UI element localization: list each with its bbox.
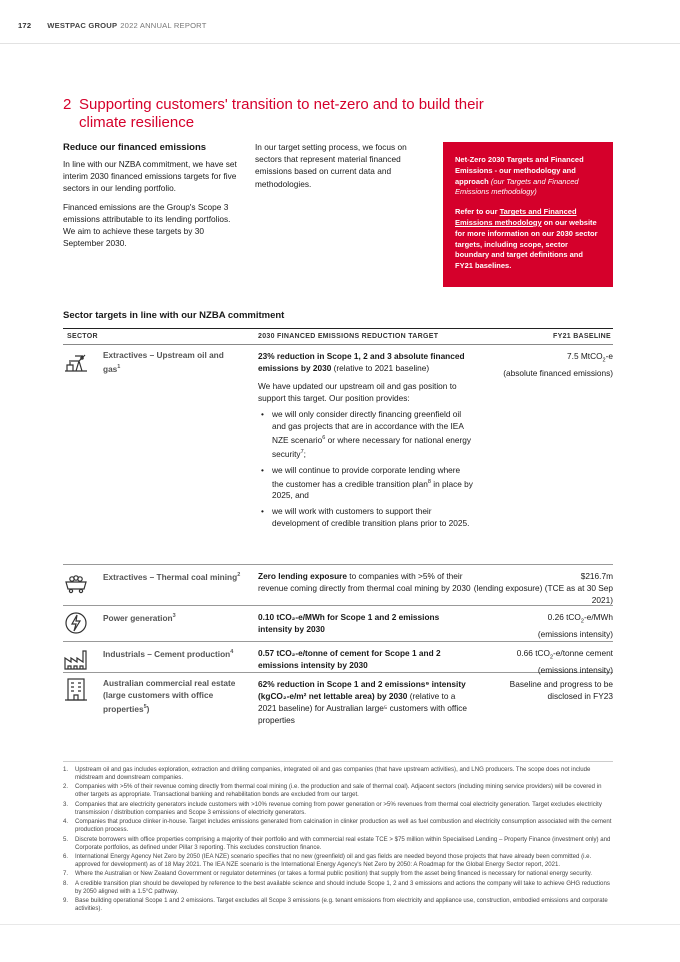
baseline-cell: 0.66 tCO$_2$-e/tonne cement (emissions intensity) [516,648,613,675]
table-header [63,328,613,345]
callout-body: Refer to our Targets and Financed Emissions methodology on our website for more information on our 2030 sector targets, including scope, sector boundary and target definitions and FY21 baselines. [455,207,598,271]
sector-name: Australian commercial real estate (large customers with office properties$^5$) [103,678,236,714]
header-target: 2030 FINANCED EMISSIONS REDUCTION TARGET [258,333,439,340]
footnote: 9. Base building operational Scope 1 and 2 emissions. Target excludes all Scope 3 emissions (e.g. tenant emissions from electricity and appliance use, construction, embodied emissions and corporate activities). [63,897,608,913]
section-title-line1: Supporting customers' transition to net-zero and to build their [79,96,484,113]
intro-heading: Reduce our financed emissions [63,142,207,153]
target-cell: 23% reduction in Scope 1, 2 and 3 absolute financed emissions by 2030 (relative to 2021 baseline) We have updated our upstream oil and gas position to support this target. Our position provides: • we will only consider directly financing greenfield oil and gas projects that are in accordance with the IEA NZE scenario$^6$ or where necessary for national energy security$^7$; • we will continue to provide corporate lending where the customer has a credible transition plan$^8$ in place by 2025, and • we will work with customers to support their development of credible transition plans prior to 2025. [258,350,473,533]
methodology-link[interactable]: Targets and Financed Emissions methodology [455,207,577,227]
position-list [258,408,473,529]
table-row [63,673,613,736]
table-row [63,345,613,565]
footnote-divider [63,761,613,762]
table-row [63,565,613,606]
table-row [63,642,613,673]
footnote: 5. Discrete borrowers with office properties comprising a majority of their portfolio and with commercial real estate TCE > $75 million within Specialised Lending – Property Finance (investment only) and Corporate portfolios, as defined under Pillar 3 reporting. This excludes construction finance. [63,835,611,851]
footnote: 1. Upstream oil and gas includes exploration, extraction and drilling companies, integrated oil and gas companies (that have upstream activities), and LNG producers. The scope does not include midstream and downstream companies. [63,766,591,781]
office-building-icon [63,677,89,703]
list-item: • we will only consider directly financing greenfield oil and gas projects that are in accordance with the IEA NZE scenario$^6$ or where necessary for national energy security$^7$; [258,408,473,460]
table-row [63,606,613,642]
table-title: Sector targets in line with our NZBA commitment [63,310,285,321]
section-title [63,96,583,132]
factory-icon [63,646,89,672]
callout-title: Net-Zero 2030 Targets and Financed Emissions - our methodology and approach (our Targets and Financed Emissions methodology) [455,155,584,197]
intro-column-2 [255,141,430,196]
footnote: 8. A credible transition plan should be developed by reference to the best available science and should include Scope 1, 2 and 3 emissions and actions the company will take to achieve GHG reductions by 2050 aligned with a 1.5°C pathway. [63,879,610,895]
intro-paragraph-1: In line with our NZBA commitment, we have set interim 2030 financed emissions targets for five sectors in our lending portfolio. [63,159,237,194]
header-divider [0,43,680,44]
report-name: 2022 ANNUAL REPORT [120,21,207,30]
coal-cart-icon [63,569,89,595]
section-number: 2 [63,96,72,113]
footnotes [63,766,613,915]
section-title-line2: climate resilience [79,114,195,131]
sector-name: Power generation$^3$ [103,612,176,623]
footnote: 7. Where the Australian or New Zealand Government or regulator determines (or takes a formal public position) that supply from the asset being financed is necessary for national energy security. [63,870,593,878]
footnote: 4. Companies that produce clinker in-house. Target includes emissions generated from calcination in clinker production as well as fuel combustion and electricity consumption associated with the cement production process. [63,818,612,834]
footer-divider [0,924,680,925]
intro-paragraph-3: In our target setting process, we focus on sectors that represent material financed emissions based on current data and methodologies. [255,142,407,189]
baseline-cell: 7.5 MtCO$_2$-e (absolute financed emissions) [503,351,613,378]
target-cell: 62% reduction in Scope 1 and 2 emissions⁹ intensity (kgCO₂-e/m² net lettable area) by 2030 (relative to a 2021 baseline) for Australian large⁵ customers with office properties [258,679,467,725]
sector-name: Extractives – Upstream oil and gas$^1$ [103,350,224,374]
methodology-callout [443,142,613,287]
target-cell: 0.57 tCO₂-e/tonne of cement for Scope 1 and 2 emissions intensity by 2030 [258,648,441,670]
callout-title-italic: (our Targets and Financed Emissions methodology) [455,176,579,197]
power-plug-icon [63,610,89,636]
sector-name: Extractives – Thermal coal mining$^2$ [103,571,241,582]
intro-column-1 [63,142,243,255]
baseline-cell: Baseline and progress to be disclosed in FY23 [509,679,613,701]
footnote: 3. Companies that are electricity generators include customers with >10% revenue coming from power generation or >5% revenues from thermal coal electricity generation. Target excludes electricity transmission / distribution companies and Scope 3 emissions of electricity generators. [63,800,602,816]
target-headline: 23% reduction in Scope 1, 2 and 3 absolute financed emissions by 2030 [258,351,465,373]
list-item: • we will work with customers to support their development of credible transition plans prior to 2025. [258,505,473,529]
target-cell: 0.10 tCO₂-e/MWh for Scope 1 and 2 emissions intensity by 2030 [258,612,440,634]
sector-name: Industrials – Cement production$^4$ [103,648,234,659]
footnote: 2. Companies with >5% of their revenue coming directly from thermal coal mining (i.e. the production and sale of thermal coal). Adjacent sectors (including mining service providers) will be covered in other targets as appropriate. Transactional banking and rehabilitation bonds are excluded from our target. [63,783,602,799]
oil-pump-icon [63,349,89,375]
intro-paragraph-2: Financed emissions are the Group's Scope 3 emissions attributable to its lending portfolios. We aim to achieve these targets by 30 September 2030. [63,201,231,249]
position-text: We have updated our upstream oil and gas position to support this target. Our position provides: [258,381,457,403]
list-item: • we will continue to provide corporate lending where the customer has a credible transition plan$^8$ in place by 2025, and [258,464,473,502]
page-header [18,21,207,30]
baseline-cell: 0.26 tCO$_2$-e/MWh (emissions intensity) [537,612,613,639]
baseline-cell: $216.7m (lending exposure) (TCE as at 30 Sep 2021) [473,571,613,605]
header-sector: SECTOR [67,333,98,340]
company-name: WESTPAC GROUP [47,21,118,30]
header-baseline: FY21 BASELINE [553,333,611,340]
target-cell: Zero lending exposure to companies with >5% of their revenue coming directly from thermal coal mining by 2030 [258,571,471,593]
page-number: 172 [18,21,32,30]
footnote: 6. International Energy Agency Net Zero by 2050 (IEA NZE) scenario specifies that no new (greenfield) oil and gas fields are needed beyond those projects that have already been committed (i.e. approved for development) as of 18 May 2021. The IEA NZE scenario is the International Energy Agency's Net Zero by 2050: A Roadmap for the Global Energy Sector report, 2021. [63,853,592,868]
